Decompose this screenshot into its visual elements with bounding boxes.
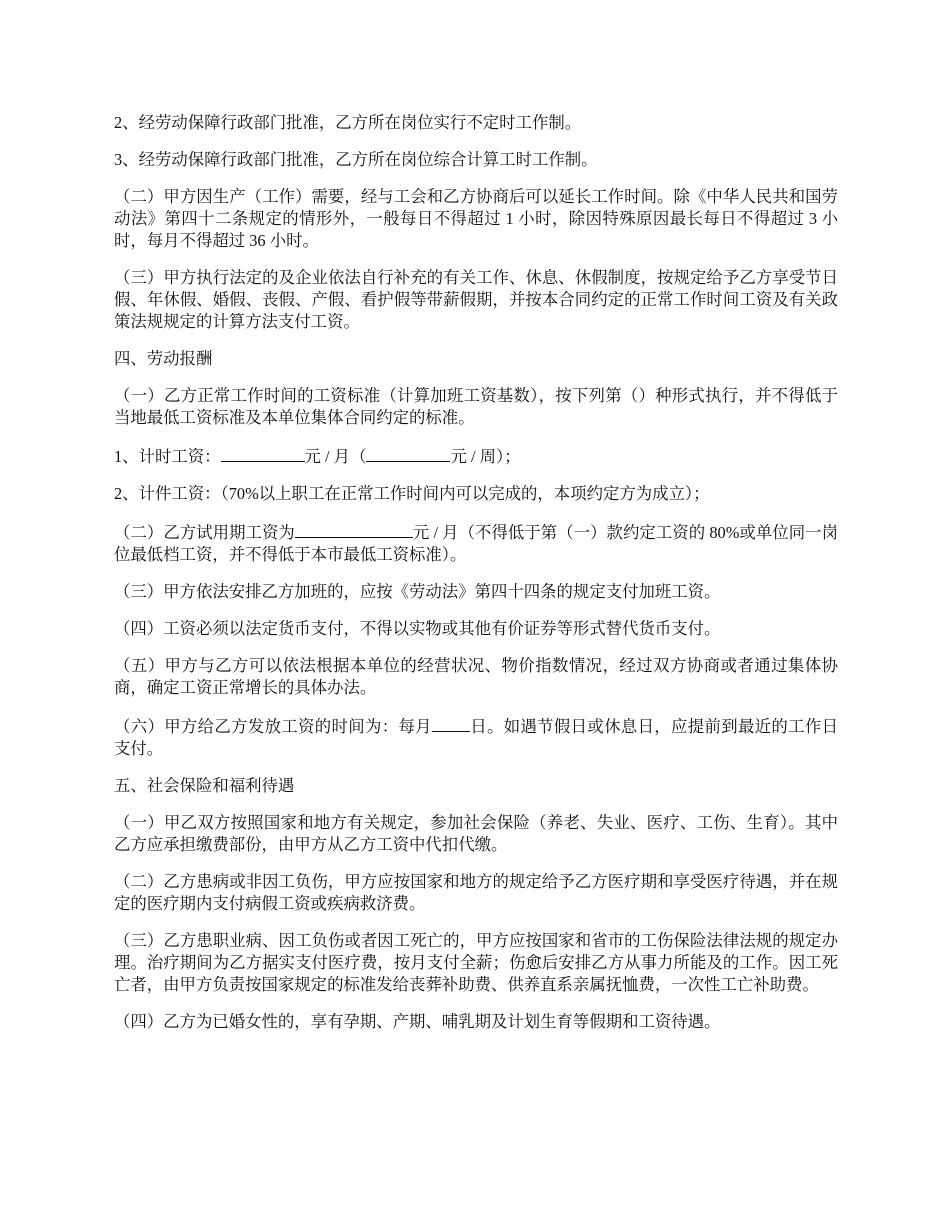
paragraph: （三）乙方患职业病、因工负伤或者因工死亡的，甲方应按国家和省市的工伤保险法律法规的规定办理。治疗期间为乙方据实支付医疗费，按月支付全薪；伤愈后安排乙方从事力所能及的工作。因工死亡者，由甲方负责按国家规定的标准发给丧葬补助费、供养直系亲属抚恤费，一次性工亡补助费。	[114, 931, 838, 994]
paragraph: （五）甲方与乙方可以依法根据本单位的经营状况、物价指数情况，经过双方协商或者通过集体协商，确定工资正常增长的具体办法。	[114, 656, 838, 697]
paragraph-prefix: （二）乙方试用期工资为	[114, 523, 295, 542]
section-heading: 四、劳动报酬	[114, 349, 213, 368]
paragraph: （一）甲乙双方按照国家和地方有关规定，参加社会保险（养老、失业、医疗、工伤、生育）。其中乙方应承担缴费部份，由甲方从乙方工资中代扣代缴。	[114, 813, 838, 854]
paragraph-prefix: （六）甲方给乙方发放工资的时间为：每月	[114, 717, 432, 736]
paragraph: （二）甲方因生产（工作）需要，经与工会和乙方协商后可以延长工作时间。除《中华人民共和国劳动法》第四十二条规定的情形外，一般每日不得超过 1 小时，除因特殊原因最长每日不得超过 3 小时，每月不得超过 36 小时。	[114, 187, 838, 250]
paragraph-suffix: 日。如遇节假日或休息日，应提前到最近的工作日支付。	[114, 717, 839, 758]
paragraph: （一）乙方正常工作时间的工资标准（计算加班工资基数），按下列第（）种形式执行，并不得低于当地最低工资标准及本单位集体合同约定的标准。	[114, 386, 838, 427]
section-heading: 五、社会保险和福利待遇	[114, 776, 295, 795]
document-body	[114, 112, 838, 1048]
paragraph-with-blank	[114, 714, 838, 760]
paragraph: 2、计件工资：（70%以上职工在正常工作时间内可以完成的，本项约定方为成立）；	[114, 484, 710, 503]
fill-blank-payday[interactable]	[432, 714, 470, 732]
paragraph-suffix: 元 / 周）；	[450, 447, 521, 466]
paragraph-suffix: 元 / 月（不得低于第（一）款约定工资的 80%或单位同一岗位最低档工资，并不得低于本市最低工资标准）。	[114, 523, 839, 564]
paragraph: 2、经劳动保障行政部门批准，乙方所在岗位实行不定时工作制。	[114, 113, 582, 132]
paragraph-with-blanks	[114, 444, 838, 468]
paragraph: 3、经劳动保障行政部门批准，乙方所在岗位综合计算工时工作制。	[114, 150, 598, 169]
paragraph-prefix: 1、计时工资：	[114, 447, 221, 466]
fill-blank-weekly[interactable]	[366, 444, 450, 462]
paragraph: （二）乙方患病或非因工负伤，甲方应按国家和地方的规定给予乙方医疗期和享受医疗待遇，并在规定的医疗期内支付病假工资或疾病救济费。	[114, 872, 838, 913]
fill-blank-probation-wage[interactable]	[295, 520, 413, 538]
paragraph: （三）甲方执行法定的及企业依法自行补充的有关工作、休息、休假制度，按规定给予乙方享受节日假、年休假、婚假、丧假、产假、看护假等带薪假期，并按本合同约定的正常工作时间工资及有关政策法规规定的计算方法支付工资。	[114, 268, 838, 331]
paragraph: （三）甲方依法安排乙方加班的，应按《劳动法》第四十四条的规定支付加班工资。	[114, 582, 721, 601]
paragraph: （四）乙方为已婚女性的，享有孕期、产期、哺乳期及计划生育等假期和工资待遇。	[114, 1012, 721, 1031]
fill-blank-monthly[interactable]	[221, 444, 305, 462]
paragraph: （四）工资必须以法定货币支付，不得以实物或其他有价证券等形式替代货币支付。	[114, 619, 721, 638]
paragraph-middle: 元 / 月（	[304, 447, 367, 466]
paragraph-with-blank	[114, 520, 838, 566]
